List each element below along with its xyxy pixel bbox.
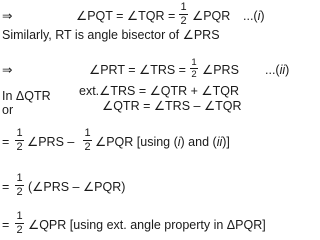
line1-frac-num: 1 bbox=[180, 1, 187, 13]
line3-tag-ref: ii bbox=[279, 63, 286, 77]
line1-tag-open: ...( bbox=[243, 9, 258, 23]
line7-fraction bbox=[15, 173, 24, 198]
line6-frac1-num: 1 bbox=[16, 127, 23, 139]
line3-tag-close: ) bbox=[285, 63, 290, 77]
line6-fraction-2 bbox=[83, 128, 92, 153]
line6-frac2-num: 1 bbox=[84, 127, 91, 139]
line1-tag-close: ) bbox=[260, 9, 265, 23]
line6-fraction-1 bbox=[15, 128, 24, 153]
line6-ref1: i bbox=[177, 135, 181, 149]
line1-fraction bbox=[179, 2, 188, 27]
implies-arrow-1: ⇒ bbox=[2, 9, 13, 23]
line3-tag bbox=[265, 63, 289, 77]
line6-mid: ) and ( bbox=[180, 135, 217, 149]
line2-text: Similarly, RT is angle bisector of ∠PRS bbox=[2, 28, 220, 42]
line5-label: or bbox=[2, 103, 14, 117]
line5-equation: ∠QTR = ∠TRS – ∠TQR bbox=[102, 99, 242, 113]
line8-equals: = bbox=[2, 218, 10, 232]
line3-rhs: ∠PRS bbox=[202, 63, 239, 77]
line3-fraction bbox=[190, 58, 198, 79]
line3-frac-num: 1 bbox=[191, 57, 197, 68]
implies-arrow-2: ⇒ bbox=[2, 63, 13, 77]
line6-frac1-den: 2 bbox=[16, 141, 23, 153]
line7-equals: = bbox=[2, 180, 10, 194]
line1-rhs: ∠PQR bbox=[192, 9, 231, 23]
line1-lhs: ∠PQT = ∠TQR = bbox=[76, 9, 176, 23]
line7-frac-num: 1 bbox=[16, 172, 23, 184]
line6-equals: = bbox=[2, 135, 10, 149]
line6-t2: ∠PQR [using ( bbox=[95, 135, 178, 149]
line8-frac-den: 2 bbox=[16, 224, 23, 236]
line3-tag-open: ...( bbox=[265, 63, 280, 77]
line6-term1: ∠PRS – bbox=[27, 135, 75, 149]
line3-lhs: ∠PRT = ∠TRS = bbox=[89, 63, 186, 77]
line7-frac-den: 2 bbox=[16, 186, 23, 198]
line8-frac-num: 1 bbox=[16, 210, 23, 222]
line7-term: (∠PRS – ∠PQR) bbox=[28, 180, 126, 194]
line8-term: ∠QPR [using ext. angle property in ΔPQR] bbox=[28, 218, 266, 232]
line1-tag-ref: i bbox=[257, 9, 261, 23]
line8-fraction bbox=[15, 211, 24, 236]
line6-ref2: ii bbox=[216, 135, 223, 149]
line1-frac-den: 2 bbox=[180, 15, 187, 27]
line3-frac-den: 2 bbox=[191, 69, 197, 80]
line6-frac2-den: 2 bbox=[84, 141, 91, 153]
line1-tag bbox=[243, 9, 265, 23]
line6-end: )] bbox=[222, 135, 230, 149]
line6-term2 bbox=[95, 135, 230, 149]
line4-equation: ext.∠TRS = ∠QTR + ∠TQR bbox=[79, 84, 240, 98]
line4-label: In ΔQTR bbox=[2, 89, 51, 103]
